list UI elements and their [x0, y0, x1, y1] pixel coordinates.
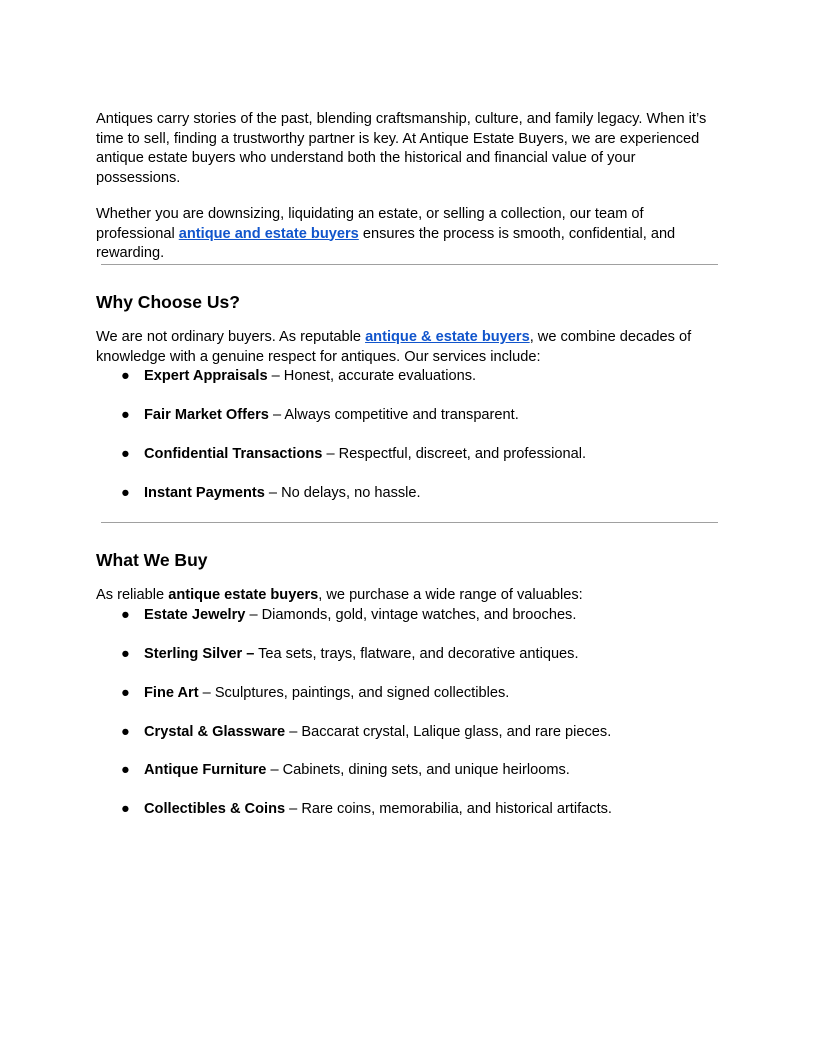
intro-paragraph-1: Antiques carry stories of the past, blending craftsmanship, culture, and family legacy. When it’s time to sell, finding a trustworthy partner is key. At Antique Estate Buyers, we are experienced antique estate buyers who understand both the historical and financial value of your possessions. [96, 111, 707, 187]
list-item-text: Tea sets, trays, flatware, and decorative antiques. [254, 645, 579, 662]
buy-paragraph-text-after: , we purchase a wide range of valuables: [318, 587, 583, 604]
antique-and-estate-buyers-link[interactable]: antique and estate buyers [178, 225, 359, 242]
list-item [96, 761, 720, 781]
list-item-title: Antique Furniture [144, 762, 267, 779]
bullet-icon: ● [121, 723, 130, 740]
bullet-icon: ● [121, 368, 130, 385]
list-item-text: – Respectful, discreet, and professional. [322, 445, 587, 462]
list-item-text: – Sculptures, paintings, and signed collectibles. [198, 684, 510, 701]
list-item-title: Fine Art [144, 684, 199, 701]
bullet-icon: ● [121, 445, 130, 462]
list-item-title: Confidential Transactions [144, 445, 323, 462]
list-item [96, 406, 720, 426]
buy-paragraph-text-before: As reliable [96, 587, 169, 604]
list-item [96, 723, 720, 743]
list-item-title: Crystal & Glassware [144, 723, 286, 740]
why-choose-us-heading: Why Choose Us? [96, 291, 240, 312]
list-item [96, 445, 720, 465]
what-we-buy-paragraph [96, 586, 720, 606]
list-item-title: Estate Jewelry [144, 607, 246, 624]
list-item-text: – Cabinets, dining sets, and unique heirlooms. [266, 762, 570, 779]
section-divider [101, 264, 718, 265]
why-choose-us-paragraph [96, 328, 720, 367]
list-item-title: Collectibles & Coins [144, 801, 286, 818]
intro-paragraph-2 [96, 205, 720, 264]
antique-estate-buyers-link[interactable]: antique & estate buyers [365, 328, 530, 345]
services-list [96, 367, 720, 503]
list-item-text: – Rare coins, memorabilia, and historical artifacts. [285, 801, 612, 818]
what-we-buy-heading: What We Buy [96, 550, 208, 571]
bullet-icon: ● [121, 645, 130, 662]
list-item [96, 484, 720, 504]
bullet-icon: ● [121, 762, 130, 779]
list-item [96, 800, 720, 820]
section-divider [101, 522, 718, 523]
bullet-icon: ● [121, 801, 130, 818]
list-item-title: Instant Payments [144, 484, 265, 501]
why-paragraph-text-after: , we combine decades of knowledge with a genuine respect for antiques. Our services include: [96, 328, 692, 365]
list-item [96, 684, 720, 704]
intro-paragraph-2-text-after: ensures the process is smooth, confidential, and rewarding. [96, 225, 676, 262]
bullet-icon: ● [121, 684, 130, 701]
bullet-icon: ● [121, 607, 130, 624]
list-item-text: – Honest, accurate evaluations. [267, 368, 477, 385]
list-item-text: – No delays, no hassle. [264, 484, 421, 501]
list-item-title: Fair Market Offers [144, 407, 269, 424]
list-item [96, 367, 720, 387]
list-item-text: – Baccarat crystal, Lalique glass, and rare pieces. [285, 723, 612, 740]
list-item-text: – Diamonds, gold, vintage watches, and brooches. [245, 607, 577, 624]
intro-paragraph-2-text-before: Whether you are downsizing, liquidating an estate, or selling a collection, our team of professional [96, 205, 644, 242]
bullet-icon: ● [121, 407, 130, 424]
list-item [96, 606, 720, 626]
list-item-text: – Always competitive and transparent. [268, 407, 519, 424]
why-paragraph-text-before: We are not ordinary buyers. As reputable [96, 328, 366, 345]
valuables-list [96, 606, 720, 820]
buy-paragraph-bold: antique estate buyers [168, 587, 319, 604]
list-item-title: Expert Appraisals [144, 368, 268, 385]
document-body [96, 110, 720, 839]
list-item [96, 645, 720, 665]
bullet-icon: ● [121, 484, 130, 501]
list-item-title: Sterling Silver – [144, 645, 255, 662]
